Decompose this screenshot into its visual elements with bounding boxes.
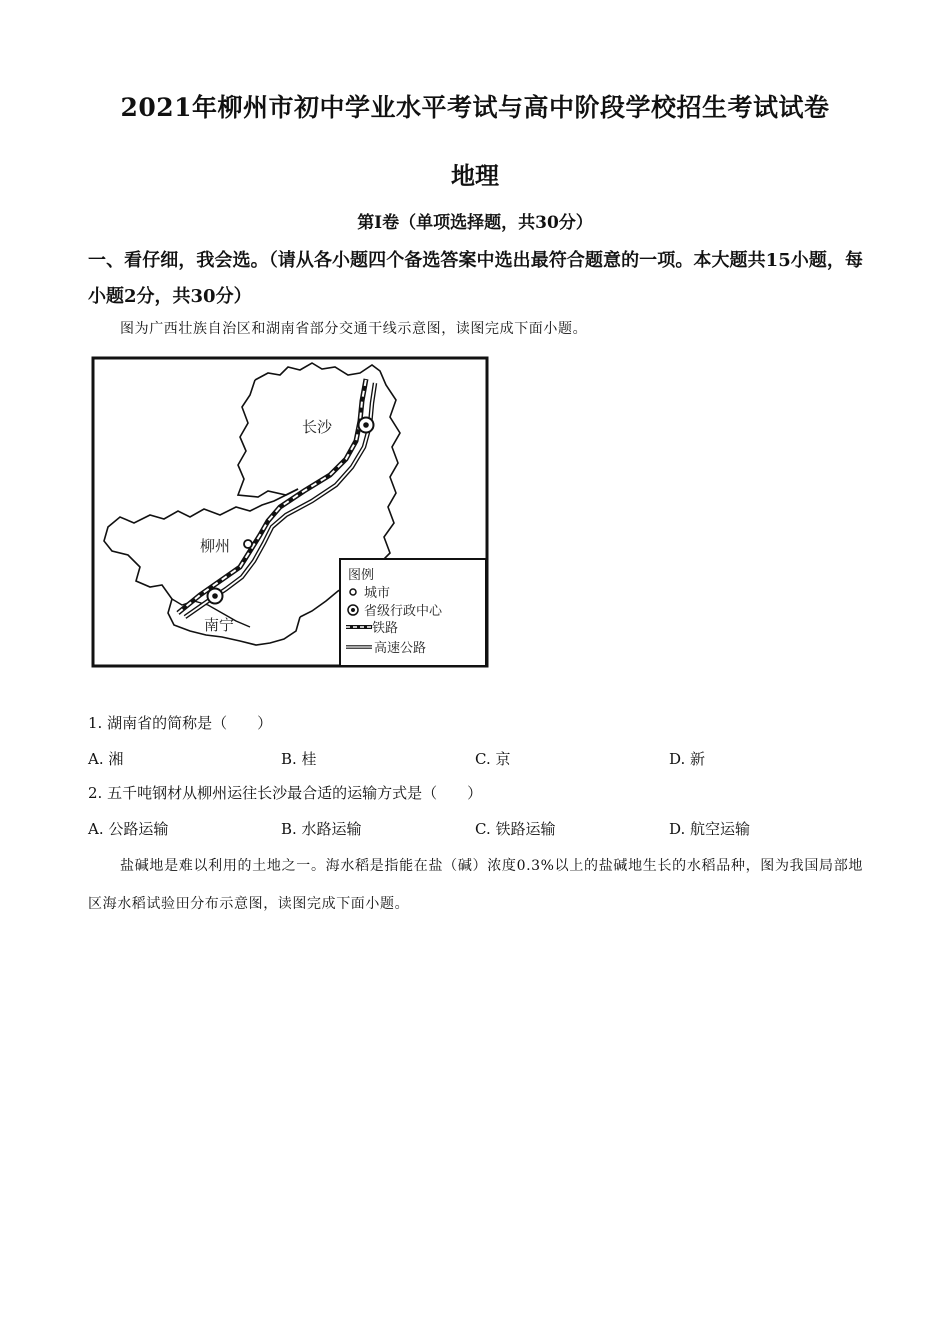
question-2-option-a: A. 公路运输 — [88, 820, 169, 838]
map-legend — [340, 559, 486, 666]
legend-capital: 省级行政中心 — [364, 604, 443, 619]
question-1-option-a: A. 湘 — [88, 750, 124, 768]
section-heading: 一、看仔细，我会选。（请从各小题四个备选答案中选出最符合题意的一项。本大题共15小题，每小题2分，共30分） — [88, 250, 863, 307]
transport-map — [90, 355, 490, 670]
question-1-option-d: D. 新 — [669, 750, 706, 768]
liuzhou-marker — [244, 540, 252, 548]
changsha-label: 长沙 — [302, 418, 333, 436]
question-1-option-b: B. 桂 — [281, 750, 317, 768]
question-1-stem: 1. 湖南省的简称是（ ） — [88, 714, 273, 732]
intro-text-2: 盐碱地是难以利用的土地之一。海水稻是指能在盐（碱）浓度0.3%以上的盐碱地生长的水稻品种，图为我国局部地区海水稻试验田分布示意图，读图完成下面小题。 — [88, 858, 863, 912]
exam-title: 2021年柳州市初中学业水平考试与高中阶段学校招生考试试卷 — [120, 93, 830, 122]
changsha-marker — [359, 418, 374, 433]
legend-title: 图例 — [348, 568, 375, 583]
question-2-option-c: C. 铁路运输 — [475, 820, 556, 838]
question-2-option-b: B. 水路运输 — [281, 820, 362, 838]
legend-highway: 高速公路 — [374, 641, 427, 656]
subject-title: 地理 — [451, 161, 499, 190]
legend-city: 城市 — [364, 586, 391, 601]
intro-text-1: 图为广西壮族自治区和湖南省部分交通干线示意图，读图完成下面小题。 — [120, 321, 588, 337]
liuzhou-label: 柳州 — [200, 537, 231, 555]
question-1-option-c: C. 京 — [475, 750, 511, 768]
question-2-stem: 2. 五千吨钢材从柳州运往长沙最合适的运输方式是（ ） — [88, 784, 483, 802]
nanning-label: 南宁 — [204, 616, 235, 634]
question-2-option-d: D. 航空运输 — [669, 820, 751, 838]
nanning-marker — [208, 589, 223, 604]
part-heading: 第Ⅰ卷（单项选择题，共30分） — [357, 213, 593, 233]
legend-railway: 铁路 — [372, 621, 399, 636]
